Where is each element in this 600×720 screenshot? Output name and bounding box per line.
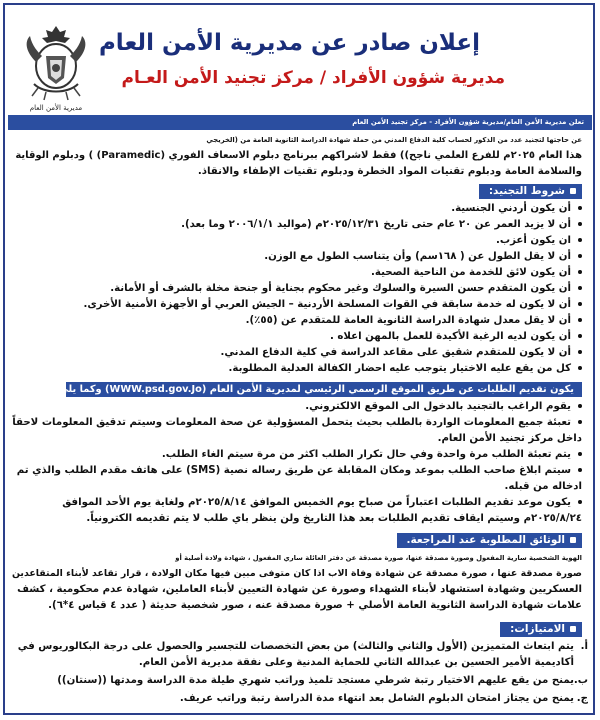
page-subtitle: مديرية شؤون الأفراد / مركز تجنيد الأمن العـام [121,68,505,88]
intro-line: عن حاجتها لتجنيد عدد من الذكور لحساب كلية الدفاع المدني من حملة شهادة الدراسة الثانوية العامة من (الخريجي [206,136,582,144]
list-item-continuation: ادخاله من قبله. [504,481,582,492]
list-item [451,201,582,217]
intro-heading-bar: تعلن مديرية الأمن العام/مديرية شؤون الأفراد - مركز تجنيد الأمن العام [8,115,592,130]
documents-line: العسكريين وشهادة استشهاد لأبناء الشهداء وصورة عن شهادة التعيين لأبناء العاملين، شهادة عدم محكومية ، كشف [17,584,582,595]
list-item-text: أن لا يزيد العمر عن ٢٠ عام حتى تاريخ ٢٠٢٥/١٢/٣١م (مواليد ٢٠٠٦/١/١ وما بعد). [181,219,571,230]
intro-paragraph [15,132,582,180]
intro-line: هذا العام ٢٠٢٥م للفرع العلمي ناجح)) فقط لاشراكهم ببرنامج دبلوم الاسعاف الفوري (Paramedic) ) ودبلوم الوقاية [15,150,582,161]
conditions-heading: شروط التجنيد: [479,184,582,199]
list-item-text: أن يكون لائق للخدمة من الناحية الصحية. [371,267,571,278]
header [0,18,600,112]
list-item-text: أن يكون المتقدم حسن السيرة والسلوك وغير محكوم بجناية أو جنحة مخلة بالشرف أو الأمانة. [110,283,571,294]
emblem-caption: مديرية الأمن العام [29,104,83,112]
bullet-icon [578,254,582,258]
list-item [57,673,588,689]
bullet-icon [578,452,582,456]
list-item [220,345,582,361]
list-item-text: سيتم ابلاغ صاحب الطلب بموعد ومكان المقابلة عن طريق رساله نصية (SMS) على هاتف مقدم الطلب والذي تم [16,465,571,476]
list-item-text: يكون موعد تقديم الطلبات اعتباراً من صباح يوم الخميس الموافق ٢٠٢٥/٨/١٤م ولغاية يوم الأحد الموافق [62,497,571,508]
list-item-text: أن لا يقل معدل شهادة الدراسة الثانوية العامة للمتقدم عن (٥٥٪). [245,315,571,326]
list-item [17,463,582,479]
bullet-icon [578,404,582,408]
list-item [496,233,582,249]
list-item-text: يتم ابتعاث المتميزين (الأول والثاني والثالث) من بعض التخصصات للتجسير والحصول على درجة البكالوريوس في [17,641,574,652]
list-item-text: يقوم الراغب بالتجنيد بالدخول الى الموقع الالكتروني. [305,401,571,412]
list-item-number: ب. [573,675,588,686]
list-item-text: أن لا يكون له خدمة سابقة في القوات المسلحة الأردنية – الجيش العربي أو الأجهزة الأمنية الأخرى. [83,299,571,310]
list-item-continuation: ٢٠٢٥/٨/٢٤م وسيتم ايقاف تقديم الطلبات بعد هذا التاريخ ولن ينظر باي طلب لا يتم تقديمه الكترونياً. [86,513,582,524]
list-item-text: أن يكون لديه الرغبة الأكيدة للعمل بالمهن اعلاه . [329,331,571,342]
list-item [18,639,588,655]
list-item [330,329,582,345]
bullet-icon [578,500,582,504]
list-item [83,297,582,313]
bullet-icon [578,286,582,290]
list-item-continuation: داخل مركز تجنيد الأمن العام. [437,433,582,444]
page-title: إعلان صادر عن مديرية الأمن العام [98,30,480,56]
list-item [246,313,582,329]
list-item [180,691,588,707]
documents-line: علامات شهادة الدراسة الثانوية العامة الأصلي + صورة مصدقة عنه ، صور شخصية حديثة ( عدد ٤ قياس ٤*٦). [48,600,582,611]
list-item-text: يمنح من يقع عليهم الاختيار رتبة شرطي مستجد تلميذ وراتب شهري طيلة مدة الدراسة ومدتها ((سنتان)) [57,675,574,686]
application-heading-bar: يكون تقديم الطلبات عن طريق الموقع الرسمي الرئيسي لمديرية الأمن العام (WWW.psd.gov.Jo) وكما يلي: [66,382,582,397]
bullet-icon [578,206,582,210]
list-item [371,265,582,281]
bullet-icon [578,270,582,274]
bullet-icon [578,222,582,226]
documents-heading: الوثائق المطلوبة عند المراجعة. [397,533,582,548]
list-item [62,495,582,511]
list-item-text: يمنح من يجتاز امتحان الدبلوم الشامل بعد انتهاء مدة الدراسة رتبة وراتب عريف. [179,693,574,704]
bullet-icon [578,420,582,424]
list-item-text: أن لا يقل الطول عن ( ١٦٨سم) وأن يتناسب الطول مع الوزن. [264,251,571,262]
list-item [305,399,582,415]
bullet-icon [578,350,582,354]
intro-line: والسلامة العامة ودبلوم تقنيات المواد الخطرة ودبلوم تقنيات الإطفاء والانقاذ. [197,166,582,177]
bullet-icon [578,334,582,338]
list-item [110,281,582,297]
list-item-text: أن لا يكون للمتقدم شقيق على مقاعد الدراسة في كلية الدفاع المدني. [220,347,571,358]
bullet-icon [578,366,582,370]
list-item-number: ج. [576,693,588,704]
list-item-number: أ. [580,641,588,652]
bullet-icon [578,238,582,242]
documents-paragraph [12,550,582,614]
list-item [162,447,582,463]
bullet-icon [578,318,582,322]
list-item-text: كل من يقع عليه الاختيار يتوجب عليه احضار الكفالة العدلية المطلوبة. [228,363,571,374]
list-item-text: أكاديمية الأمير الحسين بن عبدالله الثاني للحماية المدنية وعلى نفقة مديرية الأمن العام. [138,657,574,668]
list-item [181,217,582,233]
documents-line: الهوية الشخصية سارية المفعول وصورة مصدقة عنها، صورة مصدقة عن دفتر العائلة ساري المفعول ، شهادة ولادة أصلية أو [175,554,582,562]
documents-line: صورة مصدقة عنها ، صورة مصدقة عن شهادة وفاة الاب اذا كان متوفى مبين فيها مكان الولادة ، قرار تقاعد لأبناء المتقاعدين [11,568,582,579]
list-item [264,249,582,265]
list-item-text: تعبئة جميع المعلومات الواردة بالطلب بحيث يتحمل المسؤولية عن صحة المعلومات وسيتم تدقيق المعلومات لاحقاً [12,417,571,428]
bullet-icon [578,468,582,472]
list-item [139,655,588,671]
list-item-text: أن يكون أردني الجنسية. [451,203,571,214]
list-item-text: ان يكون أعزب. [495,235,571,246]
privileges-heading: الامتيازات: [500,622,582,637]
bullet-icon [578,302,582,306]
list-item-text: يتم تعبئة الطلب مرة واحدة وفي حال تكرار الطلب اكثر من مرة سيتم الغاء الطلب. [161,449,571,460]
list-item [229,361,582,377]
emblem-icon [20,22,92,102]
list-item [12,415,582,431]
